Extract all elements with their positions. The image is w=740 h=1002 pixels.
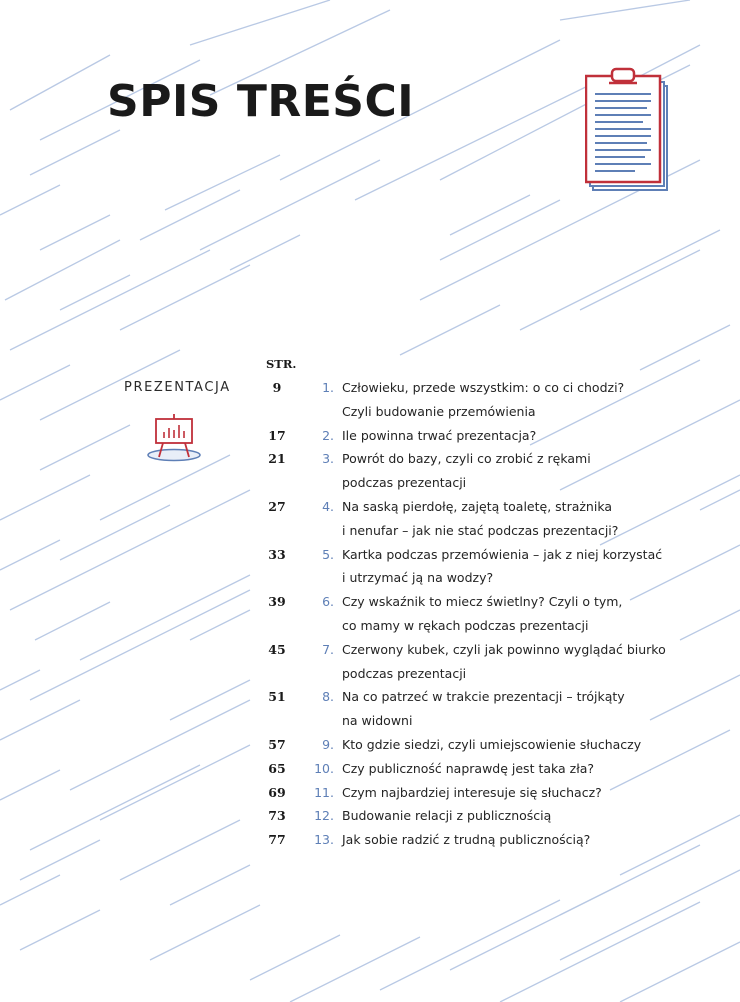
decorative-line <box>520 230 720 330</box>
toc-page-number: 73 <box>268 808 286 824</box>
toc-entry-title: i nenufar – jak nie stać podczas prezentacji? <box>342 522 619 538</box>
toc-entry-title: Człowieku, przede wszystkim: o co ci chodzi? <box>342 380 625 395</box>
decorative-line <box>30 130 120 175</box>
clipboard-icon <box>585 66 673 192</box>
decorative-line <box>35 602 110 640</box>
toc-entry-title: Ile powinna trwać prezentacja? <box>342 427 537 443</box>
decorative-line <box>560 870 740 960</box>
decorative-line <box>0 540 60 570</box>
decorative-line <box>40 425 130 470</box>
toc-page-number: 45 <box>268 641 286 657</box>
decorative-line <box>190 0 330 45</box>
page-title: SPIS TREŚCI <box>107 76 415 127</box>
decorative-line <box>580 250 700 310</box>
decorative-line <box>0 670 40 690</box>
decorative-line <box>40 215 110 250</box>
toc-entry-title: Budowanie relacji z publicznością <box>342 808 552 824</box>
toc-entry-title: Czerwony kubek, czyli jak powinno wyglądać biurko <box>342 641 666 657</box>
decorative-line <box>290 937 420 1002</box>
decorative-line <box>10 55 110 110</box>
toc-page-number: 33 <box>268 546 286 562</box>
decorative-line <box>170 680 250 720</box>
toc-entry-title: podczas prezentacji <box>342 665 467 681</box>
toc-page-number: 51 <box>268 689 286 705</box>
decorative-line <box>620 942 740 1002</box>
page-column-header: STR. <box>266 357 297 371</box>
decorative-line <box>560 845 700 915</box>
toc-page-number: 69 <box>268 784 286 800</box>
presentation-board-icon <box>146 412 202 464</box>
decorative-line <box>70 700 250 790</box>
decorative-line <box>0 875 60 905</box>
decorative-line <box>500 902 700 1002</box>
decorative-line <box>190 610 250 640</box>
decorative-line <box>0 770 60 800</box>
decorative-line <box>100 745 250 820</box>
toc-entry-title: Na saską pierdołę, zajętą toaletę, strażnika <box>342 499 613 514</box>
toc-entry-title: Czy publiczność naprawdę jest taka zła? <box>342 760 595 776</box>
decorative-line <box>650 675 740 720</box>
section-label: PREZENTACJA <box>124 380 231 395</box>
decorative-line <box>165 155 280 210</box>
decorative-line <box>120 820 240 880</box>
decorative-line <box>620 815 740 875</box>
toc-entry-title: Powrót do bazy, czyli co zrobić z rękami <box>342 451 591 467</box>
toc-page-number: 27 <box>268 499 286 514</box>
toc-entry-title: Czym najbardziej interesuje się słuchacz? <box>342 784 602 800</box>
decorative-line <box>560 0 690 20</box>
decorative-line <box>20 910 100 950</box>
toc-entry-title: Kartka podczas przemówienia – jak z niej korzystać <box>342 546 663 562</box>
decorative-line <box>380 900 560 990</box>
decorative-line <box>60 275 130 310</box>
decorative-line <box>0 365 70 400</box>
toc-entry-title: na widowni <box>342 713 413 729</box>
toc-page-number: 65 <box>268 760 286 776</box>
toc-item-number: 8. <box>322 689 334 705</box>
toc-page-number: 77 <box>268 832 286 848</box>
decorative-line <box>700 490 740 510</box>
toc-page-number: 39 <box>268 594 286 610</box>
decorative-line <box>120 265 250 330</box>
decorative-line <box>450 195 530 235</box>
toc-item-number: 4. <box>322 499 334 514</box>
decorative-line <box>600 475 740 545</box>
decorative-line <box>10 490 250 610</box>
toc-item-number: 1. <box>322 380 334 395</box>
decorative-line <box>60 505 170 560</box>
decorative-line <box>30 765 200 850</box>
decorative-line <box>80 575 250 660</box>
decorative-line <box>150 905 260 960</box>
toc-entry-title: podczas prezentacji <box>342 475 467 491</box>
toc-item-number: 9. <box>322 737 334 752</box>
toc-entry-title: Na co patrzeć w trakcie prezentacji – trójkąty <box>342 689 625 705</box>
toc-item-number: 13. <box>314 832 334 848</box>
decorative-line <box>0 700 80 740</box>
decorative-line <box>250 935 340 980</box>
toc-entry-title: co mamy w rękach podczas prezentacji <box>342 617 589 633</box>
toc-item-number: 7. <box>322 641 334 657</box>
decorative-line <box>400 305 500 355</box>
toc-item-number: 11. <box>314 784 334 800</box>
decorative-line <box>20 840 100 880</box>
decorative-line <box>200 160 380 250</box>
toc-entry-title: Kto gdzie siedzi, czyli umiejscowienie słuchaczy <box>342 737 642 752</box>
toc-item-number: 3. <box>322 451 334 467</box>
toc-page-number: 17 <box>268 427 286 443</box>
decorative-line <box>560 400 740 490</box>
toc-page-number: 21 <box>268 451 286 467</box>
toc-page-number: 9 <box>272 380 282 395</box>
decorative-line <box>0 185 60 215</box>
toc-entry-title: Czy wskaźnik to miecz świetlny? Czyli o tym, <box>342 594 623 610</box>
toc-item-number: 6. <box>322 594 334 610</box>
toc-item-number: 10. <box>314 760 334 776</box>
decorative-line <box>5 240 120 300</box>
decorative-line <box>640 325 730 370</box>
decorative-line <box>30 590 250 700</box>
toc-item-number: 12. <box>314 808 334 824</box>
toc-entry-title: Czyli budowanie przemówienia <box>342 403 536 419</box>
decorative-line <box>440 200 560 260</box>
toc-item-number: 2. <box>322 427 334 443</box>
decorative-line <box>680 610 740 640</box>
toc-page-number: 57 <box>268 737 286 752</box>
decorative-line <box>230 235 300 270</box>
decorative-line <box>0 475 90 520</box>
decorative-line <box>170 865 250 905</box>
toc-entry-title: i utrzymać ją na wodzy? <box>342 570 494 586</box>
toc-entry-title: Jak sobie radzić z trudną publicznością? <box>342 832 591 848</box>
toc-item-number: 5. <box>322 546 334 562</box>
